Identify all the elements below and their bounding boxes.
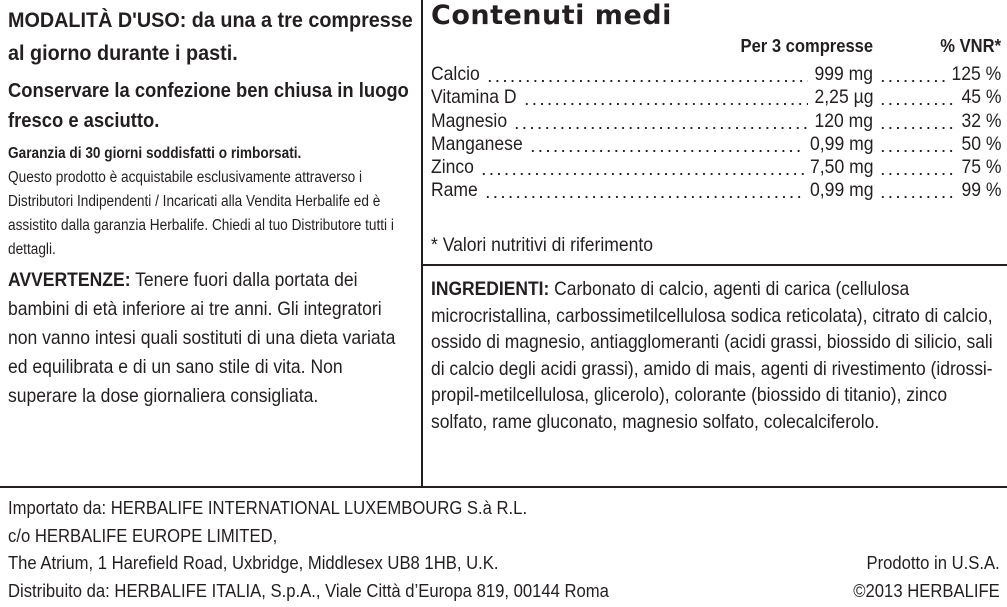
footer-divider [0, 486, 1007, 488]
nutrient-name: Rame [431, 179, 478, 202]
nutrient-name: Zinco [431, 156, 474, 179]
nutrient-name: Magnesio [431, 109, 508, 132]
dot-leader [879, 196, 955, 198]
storage-instructions: Conservare la confezione ben chiusa in luogo fresco e asciutto. [8, 80, 409, 132]
nutrient-row [431, 63, 1001, 86]
nutrient-row [431, 156, 1001, 179]
nutrition-panel [431, 0, 1001, 256]
nutrient-vnr: 45 % [960, 86, 1001, 109]
column-per-dose: Per 3 compresse [740, 36, 873, 56]
nutrient-amount: 120 mg [814, 109, 873, 132]
ingredients-divider [421, 264, 1007, 266]
warnings-text: Tenere fuori dalla portata dei bambini di età inferiore ai tre anni. Gli integratori non vanno intesi quali sostituti di una dieta variata ed equilibrata e di un sano stile di vita. Non superare la dose giornaliera consigliata. [8, 269, 396, 407]
origin-info [854, 549, 1000, 604]
nutrition-title: Contenuti medi [431, 0, 672, 31]
dot-leader [879, 103, 955, 105]
nutrition-header [431, 36, 1001, 60]
importer-address: The Atrium, 1 Harefield Road, Uxbridge, Middlesex UB8 1HB, U.K. [8, 552, 499, 573]
usage-instructions: MODALITÀ D'USO: da una a tre compresse al giorno durante i pasti. [8, 8, 413, 65]
copyright: ©2013 HERBALIFE [853, 579, 1000, 601]
left-column [8, 4, 416, 411]
nutrient-row [431, 133, 1001, 156]
dot-leader [513, 127, 808, 129]
nutrient-row [431, 179, 1001, 202]
distributed-by: Distribuito da: HERBALIFE ITALIA, S.p.A., Viale Città d’Europa 819, 00144 Roma [8, 579, 609, 601]
nutrient-amount: 2,25 µg [814, 86, 873, 109]
nutrition-footnote: * Valori nutritivi di riferimento [431, 234, 654, 256]
nutrient-name: Vitamina D [431, 86, 517, 109]
dot-leader [879, 80, 945, 82]
nutrient-name: Calcio [431, 63, 480, 85]
dot-leader [523, 103, 809, 105]
guarantee-block [8, 142, 413, 262]
column-vnr: % VNR* [940, 36, 1001, 56]
nutrient-name: Manganese [431, 132, 523, 155]
nutrient-amount: 999 mg [814, 63, 873, 85]
warnings-block [8, 266, 413, 411]
dot-leader [480, 173, 804, 175]
imported-by: Importato da: HERBALIFE INTERNATIONAL LUXEMBOURG S.à R.L. [8, 497, 528, 518]
made-in: Prodotto in U.S.A. [866, 552, 1000, 573]
nutrient-vnr: 50 % [960, 132, 1001, 155]
ingredients-block [431, 276, 1004, 435]
importer-info [8, 494, 692, 604]
dot-leader [484, 196, 804, 198]
ingredients-text: Carbonato di calcio, agenti di carica (cellulosa microcristallina, carbossimetilcellulosa sodica reticolata), citrato di calcio, ossido di magnesio, antiagglomeranti (acidi grassi, biossido di silicio, sali di calcio degli acidi grassi), amido di mais, agenti di rivestimento (idrossi-propil-metilcellulosa, glicerolo), colorante (biossido di titanio), zinco solfato, rame gluconato, magnesio solfato, colecalciferolo. [431, 278, 993, 433]
nutrient-vnr: 125 % [951, 63, 1001, 85]
dot-leader [879, 150, 955, 152]
nutrient-vnr: 75 % [960, 156, 1001, 179]
warnings-title: AVVERTENZE: [8, 269, 131, 291]
nutrition-rows [431, 63, 1001, 203]
nutrient-row [431, 86, 1001, 109]
guarantee-text: Questo prodotto è acquistabile esclusivamente attraverso i Distributori Indipendenti / Incaricati alla Vendita Herbalife ed è assistito dalla garanzia Herbalife. Chiedi al tuo Distributore tutti i dettagli. [8, 169, 394, 258]
care-of: c/o HERBALIFE EUROPE LIMITED, [8, 524, 278, 546]
guarantee-title: Garanzia di 30 giorni soddisfatti o rimborsati. [8, 145, 302, 162]
nutrient-amount: 7,50 mg [809, 156, 873, 179]
ingredients-title: INGREDIENTI: [431, 278, 550, 300]
nutrient-row [431, 110, 1001, 133]
dot-leader [529, 150, 804, 152]
nutrient-vnr: 99 % [960, 179, 1001, 202]
column-divider [421, 0, 423, 487]
nutrient-vnr: 32 % [960, 109, 1001, 132]
nutrient-amount: 0,99 mg [809, 132, 873, 155]
dot-leader [879, 173, 955, 175]
dot-leader [486, 80, 809, 82]
dot-leader [879, 127, 955, 129]
nutrient-amount: 0,99 mg [809, 179, 873, 202]
